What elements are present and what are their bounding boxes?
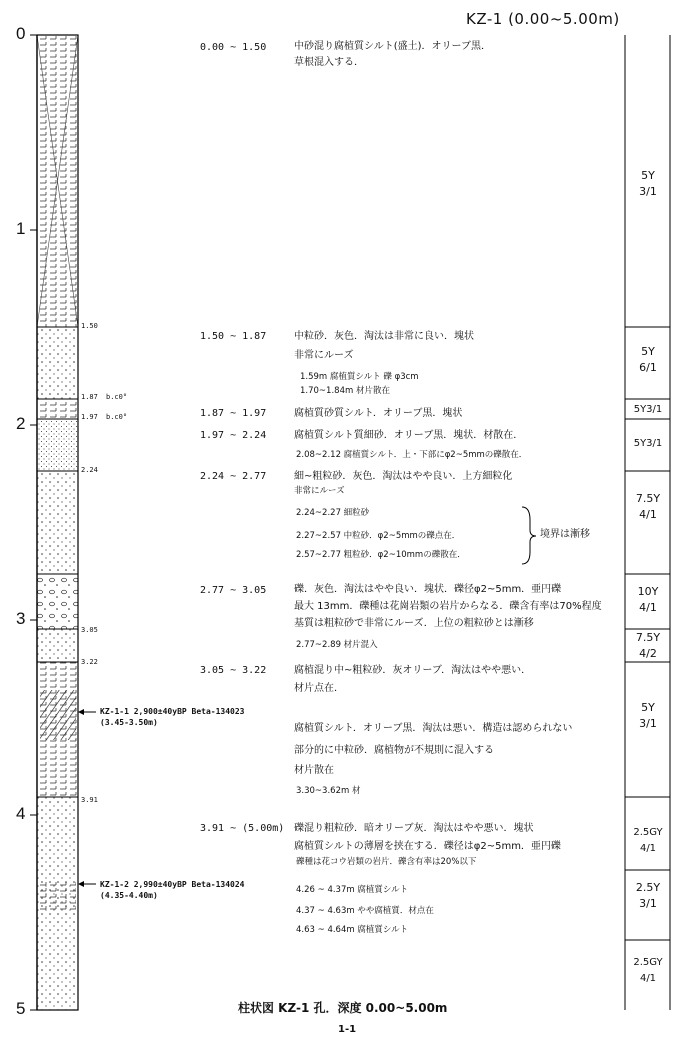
boundary-label: 2.24	[81, 466, 98, 474]
layer-sub-line: 2.77~2.89 材片混入	[296, 640, 378, 650]
color-code: 7.5Y 4/2	[635, 631, 661, 660]
color-code: 10Y 4/1	[637, 585, 659, 614]
layer-desc-line: 非常にルーズ	[294, 350, 354, 361]
color-code: 2.5GY 4/1	[633, 827, 663, 854]
layer-gravel	[37, 574, 78, 629]
layer-sub-line: 1.70~1.84m 材片散在	[300, 386, 390, 396]
layer-sub-line: 2.57~2.77 粗粒砂．φ2~10mmの礫散在．	[296, 550, 466, 560]
color-code: 2.5Y 3/1	[635, 881, 661, 910]
boundary-label: 1.97	[81, 413, 98, 421]
layer-desc-line: 中砂混り腐植質シルト(盛土)．オリーブ黒．	[294, 41, 492, 52]
color-code: 7.5Y 4/1	[635, 492, 661, 521]
sample-label-1: KZ-1-1 2,900±40yBP Beta-134023 (3.45-3.50m)	[100, 707, 245, 727]
color-code: 5Y 3/1	[639, 701, 657, 730]
layer-sub-line: 4.37 ~ 4.63m やや腐植質．材点在	[296, 906, 434, 916]
layer-desc-line: 中粒砂．灰色．淘汰は非常に良い．塊状	[294, 331, 474, 342]
layer-desc-line: 細~粗粒砂．灰色．淘汰はやや良い．上方細粒化	[294, 471, 513, 482]
layer-sub-line: 1.59m 腐植質シルト 礫 φ3cm	[300, 372, 419, 382]
layer-range: 1.87 ~ 1.97	[200, 408, 267, 419]
layer-desc-line: 部分的に中粒砂．腐植物が不規則に混入する	[294, 745, 494, 756]
color-code: 5Y3/1	[633, 438, 663, 449]
color-code: 5Y 3/1	[639, 169, 657, 198]
layer-sub-line: 4.26 ~ 4.37m 腐植質シルト	[296, 885, 409, 895]
depth-label-0: 0	[16, 24, 26, 43]
layer-range: 0.00 ~ 1.50	[200, 42, 267, 53]
layer-desc-line: 礫混り粗粒砂．暗オリーブ灰．淘汰はやや悪い．塊状	[294, 823, 534, 834]
layer-range: 2.24 ~ 2.77	[200, 471, 267, 482]
layer-humic-sand	[37, 629, 78, 662]
figure-caption: 柱状図 KZ-1 孔．深度 0.00~5.00m	[238, 1001, 448, 1015]
boundary-label: 1.87	[81, 393, 98, 401]
layer-desc-line: 基質は粗粒砂で非常にルーズ．上位の粗粒砂とは漸移	[294, 618, 534, 629]
sample-zone-1	[40, 690, 76, 740]
transition-note: 境界は漸移	[540, 529, 590, 540]
depth-label-1: 1	[16, 219, 26, 238]
layer-silty-fine-sand	[37, 419, 78, 471]
color-code: 5Y 6/1	[639, 345, 657, 374]
layer-sub-line: 非常にルーズ	[294, 486, 345, 496]
layer-range: 3.91 ~ (5.00m)	[200, 823, 285, 834]
color-code: 2.5GY 4/1	[633, 957, 663, 984]
layer-range: 2.77 ~ 3.05	[200, 585, 267, 596]
layer-desc-line: 礫．灰色．淘汰はやや良い．塊状．礫径φ2~5mm．亜円礫	[294, 584, 562, 595]
layer-desc-line: 腐植質シルトの薄層を挟在する．礫径はφ2~5mm．亜円礫	[294, 841, 561, 852]
color-code: 5Y3/1	[633, 404, 663, 415]
layer-sandy-silt	[37, 399, 78, 419]
layer-sub-line: 4.63 ~ 4.64m 腐植質シルト	[296, 925, 409, 935]
boundary-label: 3.05	[81, 626, 98, 634]
layer-range: 3.05 ~ 3.22	[200, 665, 267, 676]
layer-desc-line: 腐植質砂質シルト．オリーブ黒．塊状	[294, 408, 463, 419]
depth-label-2: 2	[16, 414, 26, 433]
layer-sub-line: 礫種は花コウ岩類の岩片．礫含有率は20%以下	[296, 857, 477, 867]
layer-desc-line: 材片散在	[294, 765, 334, 776]
boundary-label: 3.22	[81, 658, 98, 666]
layer-desc-line: 腐植質シルト．オリーブ黒．淘汰は悪い．構造は認められない	[294, 723, 573, 734]
layer-desc-line: 腐植混り中~粗粒砂．灰オリーブ．淘汰はやや悪い．	[294, 665, 532, 676]
layer-sub-line: 2.27~2.57 中粒砂．φ2~5mmの礫点在．	[296, 531, 461, 541]
boundary-label: 3.91	[81, 796, 98, 804]
layer-desc-line: 草根混入する．	[294, 57, 364, 68]
depth-label-5: 5	[16, 999, 26, 1018]
layer-range: 1.50 ~ 1.87	[200, 331, 267, 342]
layer-sub-line: 2.24~2.27 細粒砂	[296, 508, 370, 518]
layer-range: 1.97 ~ 2.24	[200, 430, 267, 441]
dip-label: b.c0°	[106, 393, 128, 401]
layer-desc-line: 最大 13mm．礫種は花崗岩類の岩片からなる．礫含有率は70%程度	[294, 601, 602, 612]
page-number: 1-1	[338, 1024, 357, 1035]
boundary-label: 1.50	[81, 322, 98, 330]
layer-desc-line: 材片点在．	[294, 683, 344, 694]
layer-sub-line: 3.30~3.62m 材	[296, 786, 361, 796]
dip-label: b.c0°	[106, 413, 128, 421]
depth-label-3: 3	[16, 609, 26, 628]
layer-sub-line: 2.08~2.12 腐植質シルト．上・下部にφ2~5mmの礫散在．	[296, 450, 528, 460]
layer-fine-coarse-sand	[37, 471, 78, 574]
sample-label-2: KZ-1-2 2,990±40yBP Beta-134024 (4.35-4.40m)	[100, 880, 245, 900]
sample-zone-2	[40, 880, 76, 910]
log-title: KZ-1 (0.00~5.00m)	[466, 10, 620, 28]
layer-desc-line: 腐植質シルト質細砂．オリーブ黒．塊状．材散在．	[294, 430, 524, 441]
depth-label-4: 4	[16, 804, 26, 823]
layer-medium-sand	[37, 327, 78, 399]
